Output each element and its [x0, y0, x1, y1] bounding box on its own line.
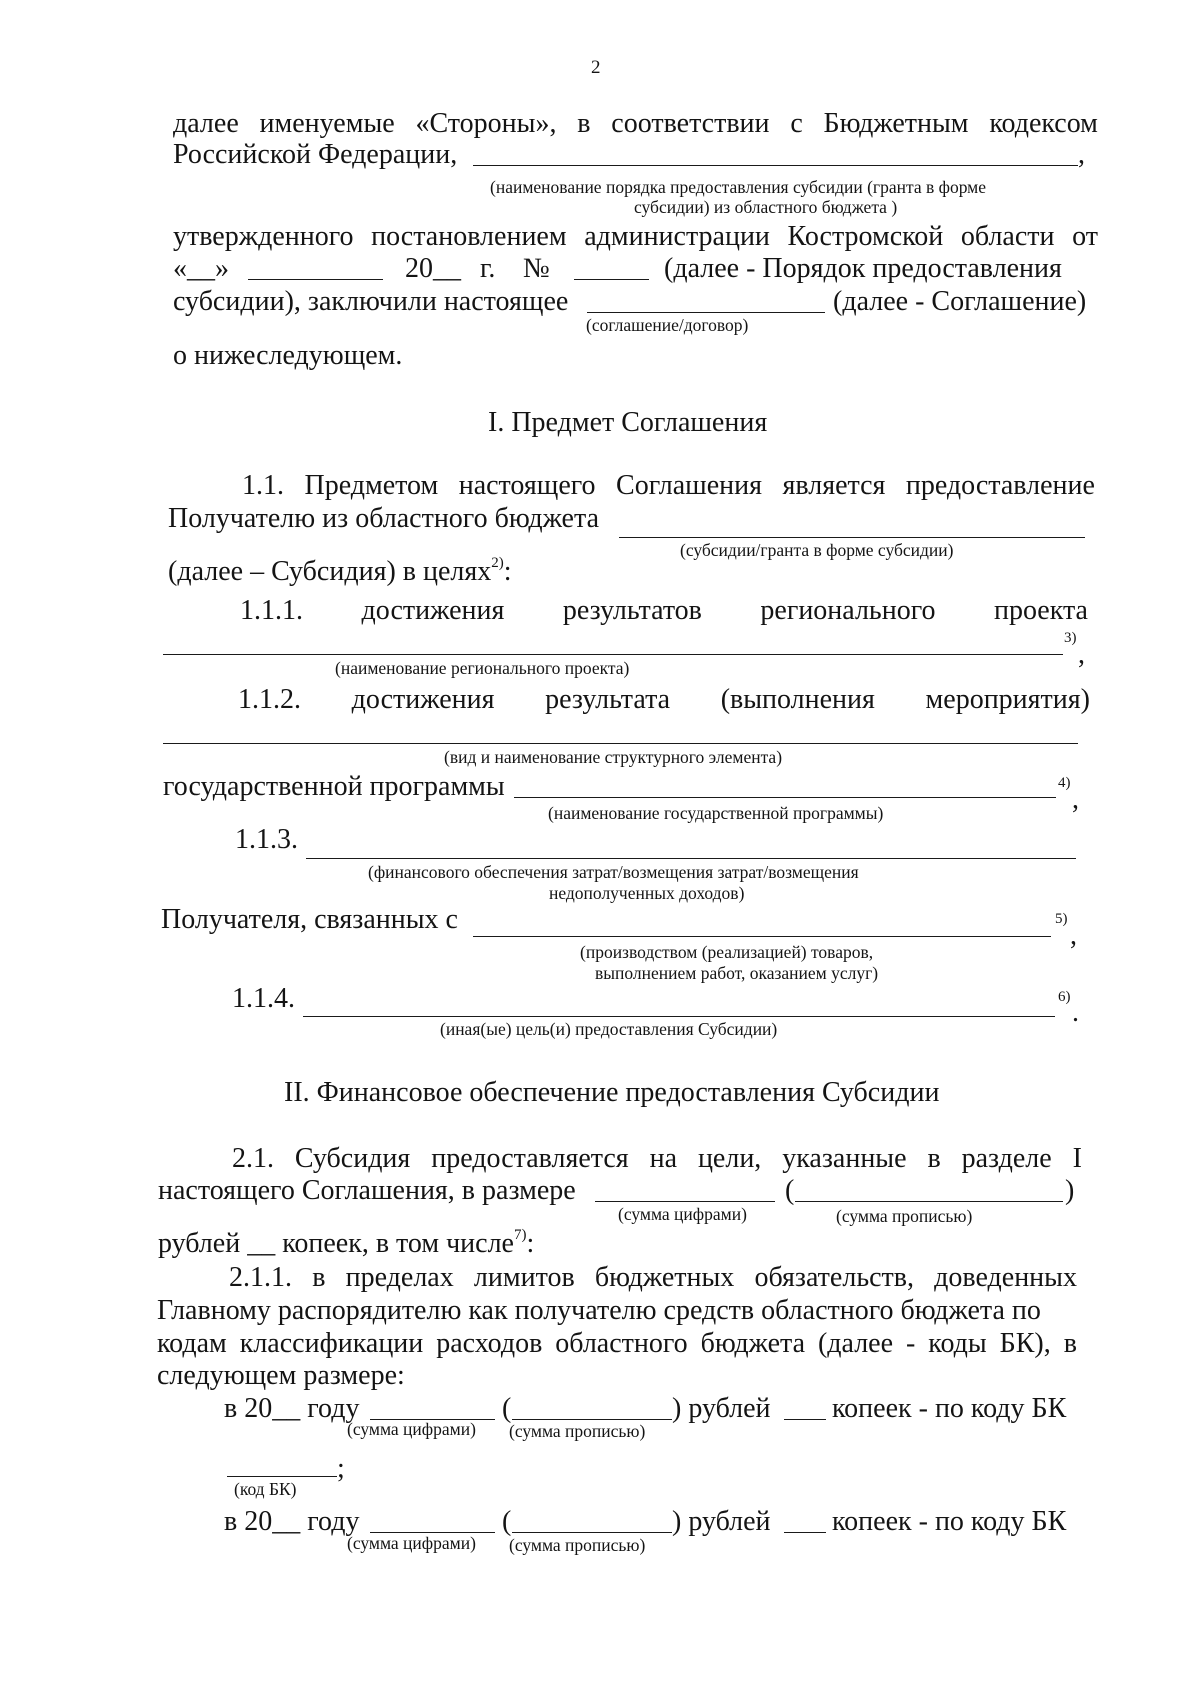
intro-line-3: утвержденного постановлением администрации Костромской области от [173, 221, 1098, 252]
state-program-comma: , [1072, 784, 1079, 815]
intro-line-5-end: (далее - Соглашение) [833, 286, 1087, 317]
recipient-label: Получателя, связанных с [161, 904, 458, 935]
s2-para-line-1: 2.1. Субсидия предоставляется на цели, указанные в разделе I [232, 1143, 1082, 1174]
hint-cost-type-2: недополученных доходов) [549, 883, 745, 903]
year-row-1-hint-digits: (сумма цифрами) [347, 1419, 476, 1439]
date-year: 20__ [405, 253, 461, 284]
production-blank [473, 936, 1051, 937]
other-purpose-period: . [1072, 997, 1079, 1028]
hint-order-name-2: субсидии) из областного бюджета ) [634, 197, 898, 217]
cost-type-blank [306, 858, 1076, 859]
year-row-1-semicolon: ; [337, 1453, 345, 1484]
item-2-1-1-line-1: 2.1.1. в пределах лимитов бюджетных обязательств, доведенных [229, 1262, 1077, 1293]
intro-line-5: субсидии), заключили настоящее [173, 286, 569, 317]
hint-regional-project: (наименование регионального проекта) [335, 658, 630, 678]
hint-state-program: (наименование государственной программы) [548, 803, 884, 823]
order-name-blank [473, 165, 1078, 166]
year-row-2-paren-open: ( [502, 1506, 512, 1537]
item-1-1-4-label: 1.1.4. [232, 983, 295, 1014]
production-comma: , [1070, 920, 1077, 951]
hint-order-name-1: (наименование порядка предоставления субсидии (гранта в форме [490, 177, 987, 197]
total-sum-paren-open: ( [785, 1175, 795, 1206]
footnote-ref-6: 6) [1058, 989, 1071, 1005]
s1-para-line-1: 1.1. Предметом настоящего Соглашения является предоставление [242, 470, 1095, 501]
intro-line-4-rest: (далее - Порядок предоставления [664, 253, 1062, 284]
year-row-2-prefix: в 20__ году [224, 1506, 360, 1537]
date-month-blank [248, 279, 383, 280]
s1-para-line-2: Получателю из областного бюджета [168, 503, 599, 534]
total-sum-words-blank [795, 1201, 1063, 1202]
structural-element-blank [163, 743, 1078, 744]
year-row-2-kopecks-blank [784, 1532, 826, 1533]
hint-agreement-type: (соглашение/договор) [586, 315, 749, 335]
footnote-ref-5: 5) [1055, 911, 1068, 927]
year-row-1-code-label: копеек - по коду БК [832, 1393, 1067, 1424]
state-program-blank [514, 797, 1056, 798]
year-row-1-rubles: ) рублей [672, 1393, 771, 1424]
regional-project-blank [163, 654, 1063, 655]
s2-para-line-3: рублей __ копеек, в том числе$^{7)}$: [158, 1227, 535, 1259]
hint-production-2: выполнением работ, оказанием услуг) [595, 963, 879, 983]
intro-line-1: далее именуемые «Стороны», в соответствии с Бюджетным кодексом [173, 108, 1098, 139]
item-1-1-1: 1.1.1. достижения результатов регионального проекта [240, 595, 1088, 626]
year-row-2-rubles: ) рублей [672, 1506, 771, 1537]
number-sign: № [523, 253, 550, 284]
intro-line-2: Российской Федерации, [173, 139, 458, 170]
hint-structural-element: (вид и наименование структурного элемента) [444, 747, 783, 767]
date-g: г. [480, 253, 496, 284]
total-sum-paren-close: ) [1065, 1175, 1075, 1206]
item-2-1-1-line-2: Главному распорядителю как получателю средств областного бюджета по [157, 1295, 1041, 1326]
footnote-ref-2: 2) [491, 555, 504, 571]
decree-number-blank [574, 279, 649, 280]
item-2-1-1-line-3: кодам классификации расходов областного бюджета (далее - коды БК), в [157, 1328, 1077, 1359]
intro-line-2-comma: , [1078, 139, 1085, 170]
hint-other-purpose: (иная(ые) цель(и) предоставления Субсидии) [440, 1019, 778, 1039]
regional-project-comma: , [1078, 639, 1085, 670]
year-row-2-code-label: копеек - по коду БК [832, 1506, 1067, 1537]
footnote-ref-7: 7) [514, 1227, 527, 1243]
year-row-1-words-blank [512, 1419, 672, 1420]
item-1-1-3-label: 1.1.3. [235, 824, 298, 855]
year-row-2-hint-digits: (сумма цифрами) [347, 1533, 476, 1553]
intro-line-6: о нижеследующем. [173, 340, 403, 371]
hint-sum-digits: (сумма цифрами) [618, 1204, 747, 1224]
item-2-1-1-line-4: следующем размере: [157, 1360, 405, 1391]
section-1-heading: I. Предмет Соглашения [488, 407, 768, 438]
subsidy-type-blank [619, 537, 1085, 538]
year-row-2-words-blank [512, 1532, 672, 1533]
page-number: 2 [591, 57, 601, 78]
hint-production-1: (производством (реализацией) товаров, [580, 942, 874, 962]
other-purpose-blank [303, 1016, 1055, 1017]
year-row-1-paren-open: ( [502, 1393, 512, 1424]
year-row-1-prefix: в 20__ году [224, 1393, 360, 1424]
hint-sum-words: (сумма прописью) [836, 1206, 973, 1226]
date-quote: «__» [173, 253, 229, 284]
year-row-2-hint-words: (сумма прописью) [509, 1535, 646, 1555]
agreement-type-blank [587, 312, 825, 313]
year-row-1-hint-words: (сумма прописью) [509, 1421, 646, 1441]
s1-para-line-3: (далее – Субсидия) в целях$^{2)}$: [168, 555, 512, 587]
year-row-1-kopecks-blank [784, 1419, 826, 1420]
footnote-ref-3: 3) [1064, 630, 1077, 646]
state-program-label: государственной программы [163, 771, 505, 802]
footnote-ref-4: 4) [1058, 775, 1071, 791]
hint-cost-type-1: (финансового обеспечения затрат/возмещения затрат/возмещения [368, 862, 859, 882]
year-row-1-hint-code: (код БК) [234, 1479, 297, 1499]
item-1-1-2: 1.1.2. достижения результата (выполнения мероприятия) [238, 684, 1090, 715]
section-2-heading: II. Финансовое обеспечение предоставления Субсидии [284, 1077, 940, 1108]
total-sum-digits-blank [595, 1201, 775, 1202]
year-row-1-code-blank [227, 1476, 337, 1477]
s2-para-line-2: настоящего Соглашения, в размере [158, 1175, 576, 1206]
hint-subsidy-type: (субсидии/гранта в форме субсидии) [680, 540, 954, 560]
